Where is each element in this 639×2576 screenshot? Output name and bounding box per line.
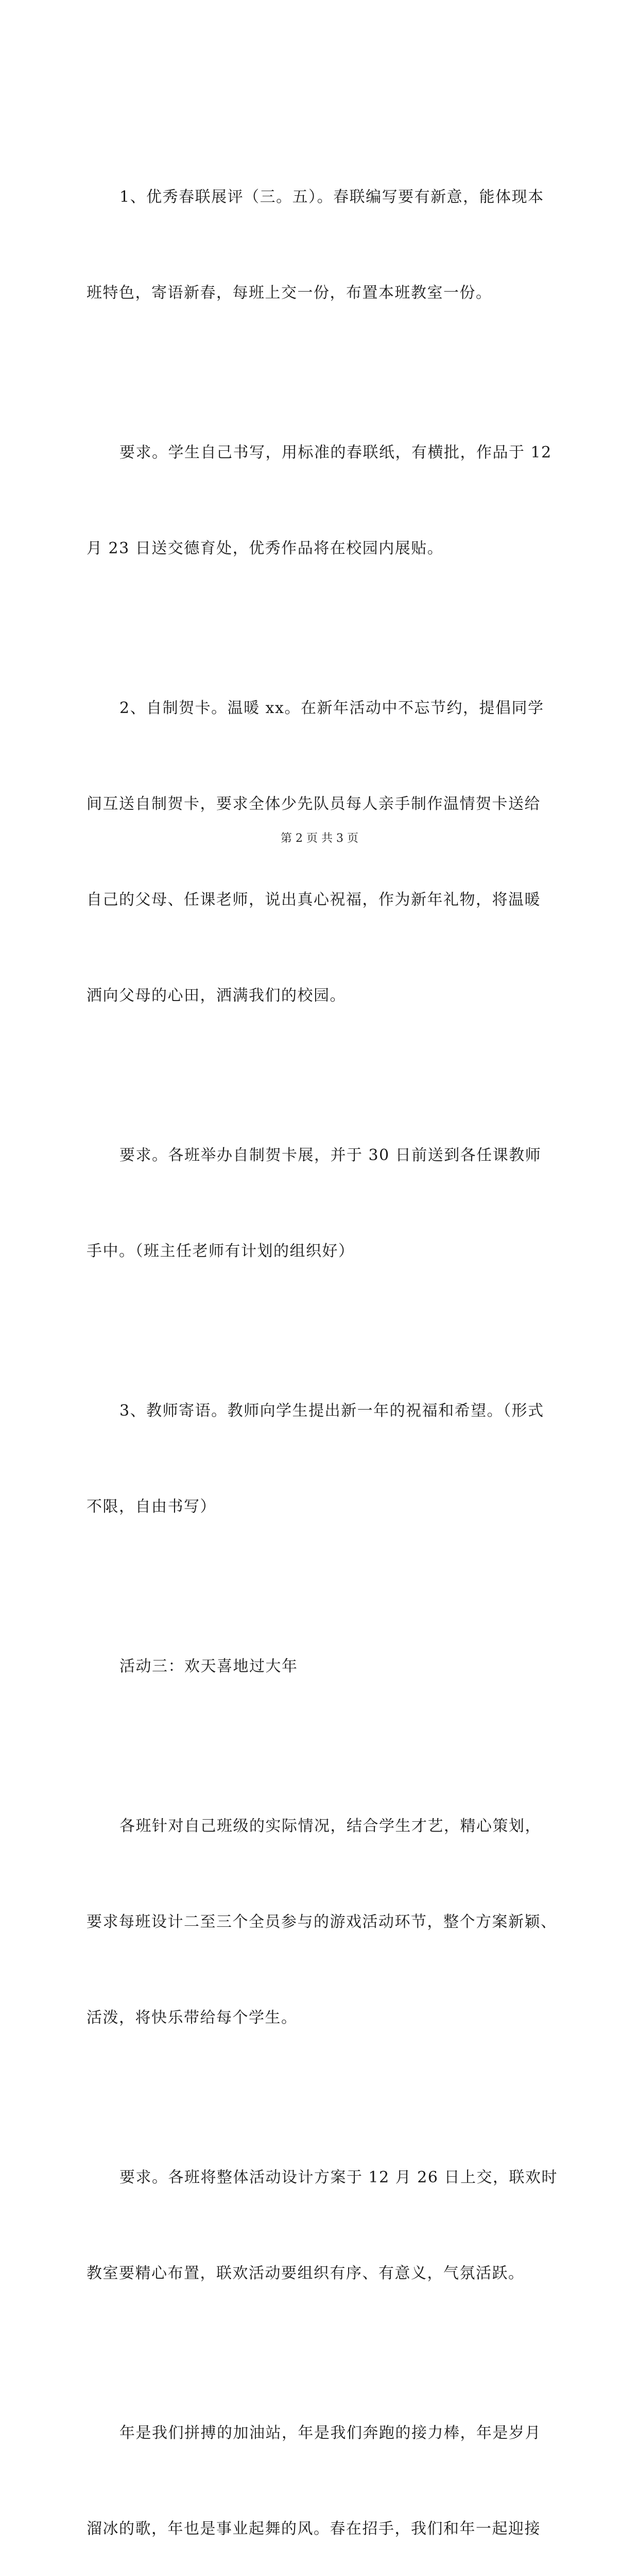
text-line: 活泼，将快乐带给每个学生。 xyxy=(87,2009,298,2027)
paragraph xyxy=(87,2098,558,2353)
text-line: 班特色，寄语新春，每班上交一份，布置本班教室一份。 xyxy=(87,284,492,302)
paragraph xyxy=(87,2353,558,2576)
text-line: 洒向父母的心田，洒满我们的校园。 xyxy=(87,987,346,1005)
text-line: 2、自制贺卡。温暖 xx。在新年活动中不忘节约，提倡同学 xyxy=(119,699,544,717)
text-line: 要求每班设计二至三个全员参与的游戏活动环节，整个方案新颖、 xyxy=(87,1913,557,1931)
paragraph xyxy=(87,1747,558,2098)
paragraph xyxy=(87,117,558,373)
text-line: 月 23 日送交德育处，优秀作品将在校园内展贴。 xyxy=(87,539,444,557)
paragraph xyxy=(87,1331,558,1587)
section-heading xyxy=(87,1587,558,1747)
text-line: 溜冰的歌，年也是事业起舞的风。春在招手，我们和年一起迎接 xyxy=(87,2520,541,2538)
text-line: 不限，自由书写） xyxy=(87,1498,216,1516)
text-line: 年是我们拼搏的加油站，年是我们奔跑的接力棒，年是岁月 xyxy=(119,2424,541,2442)
text-line: 间互送自制贺卡，要求全体少先队员每人亲手制作温情贺卡送给 xyxy=(87,795,541,813)
text-line: 要求。学生自己书写，用标准的春联纸，有横批，作品于 12 xyxy=(119,444,552,462)
text-line: 手中。（班主任老师有计划的组织好） xyxy=(87,1242,355,1260)
text-line: 各班针对自己班级的实际情况，结合学生才艺，精心策划， xyxy=(119,1817,541,1835)
paragraph xyxy=(87,373,558,629)
text-line: 要求。各班举办自制贺卡展，并于 30 日前送到各任课教师 xyxy=(119,1146,542,1164)
text-line: 自己的父母、任课老师，说出真心祝福，作为新年礼物，将温暖 xyxy=(87,891,541,909)
paragraph xyxy=(87,629,558,1076)
document-body xyxy=(87,117,558,2576)
text-line: 1、优秀春联展评（三。五）。春联编写要有新意，能体现本 xyxy=(119,188,544,206)
text-line: 教室要精心布置，联欢活动要组织有序、有意义，气氛活跃。 xyxy=(87,2264,525,2282)
paragraph xyxy=(87,1076,558,1331)
text-line: 要求。各班将整体活动设计方案于 12 月 26 日上交，联欢时 xyxy=(119,2168,558,2187)
text-line: 活动三：欢天喜地过大年 xyxy=(119,1657,298,1675)
text-line: 3、教师寄语。教师向学生提出新一年的祝福和希望。（形式 xyxy=(119,1402,544,1420)
page-number-footer: 第 2 页 共 3 页 xyxy=(281,832,358,845)
